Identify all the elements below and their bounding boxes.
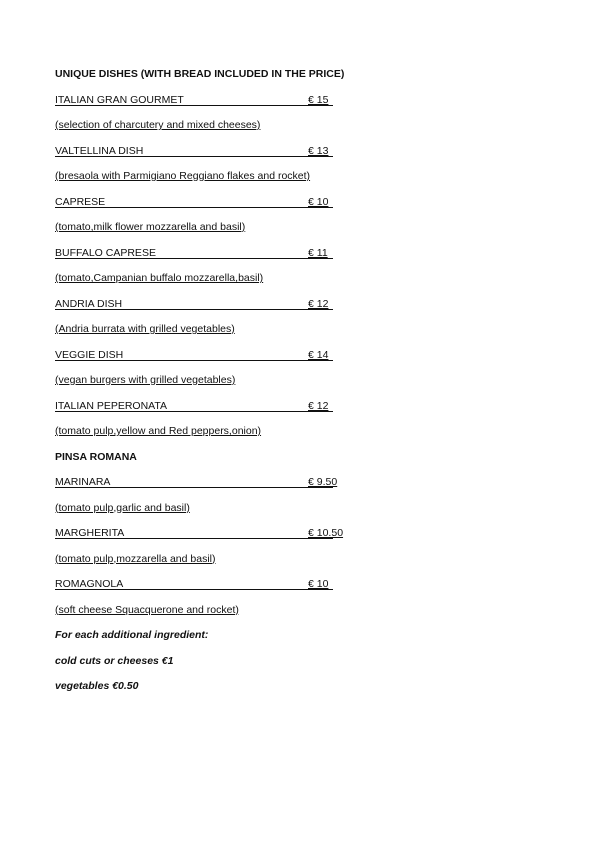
additional-cold-cuts-price: cold cuts or cheeses €1	[55, 654, 174, 667]
item-name: MARINARA	[55, 476, 111, 488]
item-description: (tomato pulp,garlic and basil)	[55, 501, 190, 514]
menu-item-caprese	[55, 195, 535, 221]
menu-item-romagnola	[55, 577, 535, 603]
item-underline	[55, 538, 333, 539]
menu-item-italian-peperonata	[55, 399, 535, 425]
item-description: (tomato,Campanian buffalo mozzarella,basil)	[55, 272, 264, 284]
menu-item-veggie-dish	[55, 348, 535, 374]
item-price: € 11	[308, 246, 328, 259]
item-underline	[55, 487, 333, 488]
item-description: (vegan burgers with grilled vegetables)	[55, 374, 236, 386]
item-name: VEGGIE DISH	[55, 348, 124, 361]
item-name: BUFFALO CAPRESE	[55, 246, 156, 259]
item-underline	[55, 156, 333, 157]
item-price: € 12	[308, 399, 329, 412]
item-underline	[55, 105, 333, 106]
section-heading-unique-dishes: UNIQUE DISHES (WITH BREAD INCLUDED IN THE PRICE)	[55, 68, 345, 80]
section-heading-pinsa-romana: PINSA ROMANA	[55, 450, 137, 463]
item-underline	[55, 258, 333, 259]
item-price: € 9.50	[308, 476, 338, 488]
menu-content	[55, 67, 535, 705]
menu-item-buffalo-caprese	[55, 246, 535, 272]
item-name: ITALIAN GRAN GOURMET	[55, 93, 184, 106]
item-name: MARGHERITA	[55, 527, 125, 539]
item-description: (tomato,milk flower mozzarella and basil)	[55, 221, 246, 233]
additional-ingredient-title: For each additional ingredient:	[55, 629, 209, 641]
item-description: (tomato pulp,yellow and Red peppers,onion)	[55, 425, 262, 437]
menu-item-marinara	[55, 475, 535, 501]
item-description: (selection of charcutery and mixed cheeses)	[55, 119, 261, 131]
item-description: (Andria burrata with grilled vegetables)	[55, 323, 235, 335]
item-underline	[55, 411, 333, 412]
item-underline	[55, 360, 333, 361]
item-name: CAPRESE	[55, 195, 106, 208]
additional-vegetables-price: vegetables €0.50	[55, 680, 139, 692]
menu-item-italian-gran-gourmet	[55, 93, 535, 119]
item-underline	[55, 589, 333, 590]
item-price: € 10	[308, 578, 329, 590]
item-name: ROMAGNOLA	[55, 578, 124, 590]
item-description: (soft cheese Squacquerone and rocket)	[55, 603, 239, 616]
item-underline	[55, 309, 333, 310]
menu-item-margherita	[55, 526, 535, 552]
menu-item-andria-dish	[55, 297, 535, 323]
item-price: € 10	[308, 195, 329, 208]
item-underline	[55, 207, 333, 208]
item-name: ANDRIA DISH	[55, 297, 123, 310]
item-price: € 12	[308, 297, 329, 310]
item-description: (tomato pulp,mozzarella and basil)	[55, 552, 216, 565]
menu-item-valtellina-dish	[55, 144, 535, 170]
item-price: € 14	[308, 348, 329, 361]
item-price: € 13	[308, 144, 329, 157]
item-description: (bresaola with Parmigiano Reggiano flakes and rocket)	[55, 170, 311, 182]
item-price: € 15	[308, 93, 329, 106]
item-name: VALTELLINA DISH	[55, 144, 144, 157]
item-price: € 10.50	[308, 527, 344, 539]
item-name: ITALIAN PEPERONATA	[55, 399, 168, 412]
